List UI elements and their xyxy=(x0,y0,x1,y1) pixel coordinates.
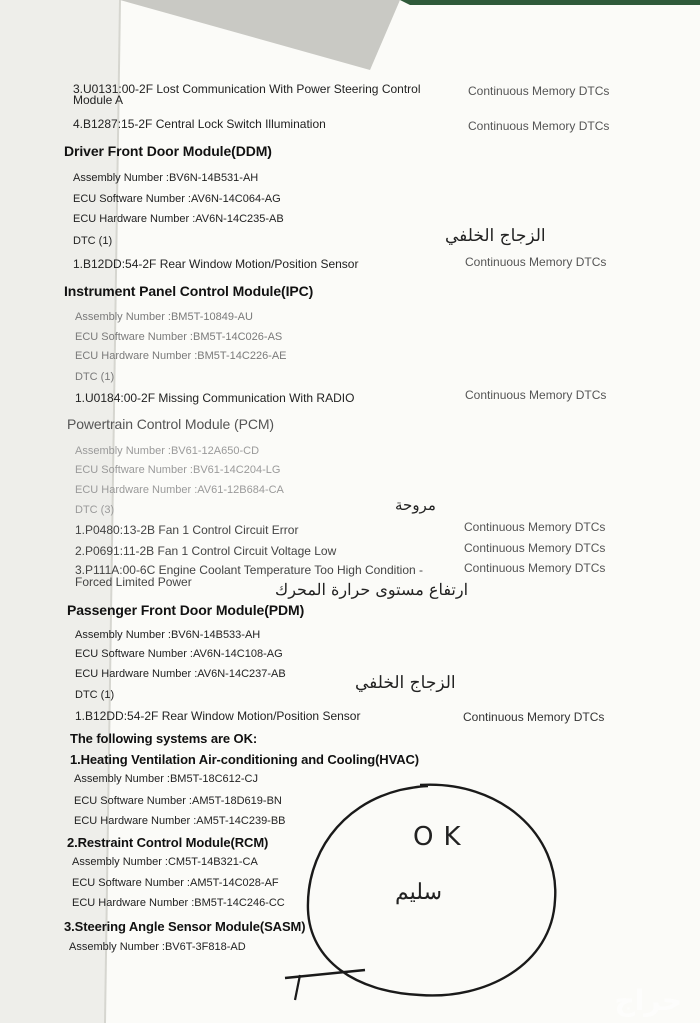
pdm-software: ECU Software Number :AV6N-14C108-AG xyxy=(75,648,283,660)
sasm-assembly: Assembly Number :BV6T-3F818-AD xyxy=(69,941,246,953)
pcm-dtc3-line1: 3.P111A:00-6C Engine Coolant Temperature Too High Condition - xyxy=(75,563,423,577)
pdm-assembly: Assembly Number :BV6N-14B533-AH xyxy=(75,629,261,641)
dtc-top-4-status: Continuous Memory DTCs xyxy=(468,119,610,133)
pcm-title: Powertrain Control Module (PCM) xyxy=(67,416,274,432)
hvac-title: 1.Heating Ventilation Air-conditioning and Cooling(HVAC) xyxy=(70,752,419,767)
pcm-hardware: ECU Hardware Number :AV61-12B684-CA xyxy=(75,484,284,496)
pcm-dtc-count: DTC (3) xyxy=(75,504,115,516)
ipc-dtc1-status: Continuous Memory DTCs xyxy=(465,388,607,402)
pdm-dtc1-status: Continuous Memory DTCs xyxy=(463,710,605,724)
hvac-hardware: ECU Hardware Number :AM5T-14C239-BB xyxy=(74,815,286,827)
dtc-top-3-line1: 3.U0131:00-2F Lost Communication With Power Steering Control xyxy=(73,82,421,96)
ipc-title: Instrument Panel Control Module(IPC) xyxy=(64,283,314,299)
hvac-assembly: Assembly Number :BM5T-18C612-CJ xyxy=(74,773,259,785)
ipc-software: ECU Software Number :BM5T-14C026-AS xyxy=(75,331,283,343)
ok-handwriting: OK xyxy=(413,822,471,852)
pcm-dtc1-status: Continuous Memory DTCs xyxy=(464,520,606,534)
pcm-dtc3-line2: Forced Limited Power xyxy=(75,575,192,589)
pcm-handwriting-temp: ارتفاع مستوى حرارة المحرك xyxy=(275,580,469,599)
pcm-handwriting-fan: مروحة xyxy=(395,496,436,514)
pcm-software: ECU Software Number :BV61-14C204-LG xyxy=(75,464,281,476)
ddm-assembly: Assembly Number :BV6N-14B531-AH xyxy=(73,172,259,184)
dtc-top-4: 4.B1287:15-2F Central Lock Switch Illumination xyxy=(73,117,326,131)
pdm-hardware: ECU Hardware Number :AV6N-14C237-AB xyxy=(75,668,286,680)
ipc-dtc1: 1.U0184:00-2F Missing Communication With RADIO xyxy=(75,391,355,405)
pcm-dtc3-status: Continuous Memory DTCs xyxy=(464,561,606,575)
rcm-title: 2.Restraint Control Module(RCM) xyxy=(67,835,269,850)
ddm-dtc1-status: Continuous Memory DTCs xyxy=(465,255,607,269)
rcm-hardware: ECU Hardware Number :BM5T-14C246-CC xyxy=(72,897,285,909)
sasm-title: 3.Steering Angle Sensor Module(SASM) xyxy=(64,919,306,934)
ddm-dtc-count: DTC (1) xyxy=(73,235,113,247)
ddm-title: Driver Front Door Module(DDM) xyxy=(64,143,272,159)
rcm-software: ECU Software Number :AM5T-14C028-AF xyxy=(72,877,279,889)
ddm-software: ECU Software Number :AV6N-14C064-AG xyxy=(73,193,281,205)
pcm-dtc2: 2.P0691:11-2B Fan 1 Control Circuit Voltage Low xyxy=(75,544,337,558)
pdm-dtc-count: DTC (1) xyxy=(75,689,115,701)
pdm-title: Passenger Front Door Module(PDM) xyxy=(67,602,305,618)
hvac-software: ECU Software Number :AM5T-18D619-BN xyxy=(74,795,282,807)
pdm-dtc1: 1.B12DD:54-2F Rear Window Motion/Position Sensor xyxy=(75,709,361,723)
ipc-dtc-count: DTC (1) xyxy=(75,371,115,383)
pcm-dtc2-status: Continuous Memory DTCs xyxy=(464,541,606,555)
signature-handwriting: سليم xyxy=(395,880,442,905)
ddm-dtc1: 1.B12DD:54-2F Rear Window Motion/Position Sensor xyxy=(73,257,359,271)
pcm-dtc1: 1.P0480:13-2B Fan 1 Control Circuit Error xyxy=(75,523,299,537)
pcm-assembly: Assembly Number :BV61-12A650-CD xyxy=(75,445,260,457)
site-watermark: حراج xyxy=(614,984,682,1017)
dtc-top-3-status: Continuous Memory DTCs xyxy=(468,84,610,98)
ipc-hardware: ECU Hardware Number :BM5T-14C226-AE xyxy=(75,350,287,362)
ddm-hardware: ECU Hardware Number :AV6N-14C235-AB xyxy=(73,213,284,225)
ok-systems-header: The following systems are OK: xyxy=(70,731,258,746)
ddm-handwriting: الزجاج الخلفي xyxy=(445,226,546,246)
pdm-handwriting: الزجاج الخلفي xyxy=(355,673,456,693)
ipc-assembly: Assembly Number :BM5T-10849-AU xyxy=(75,311,253,323)
dtc-top-3-line2: Module A xyxy=(73,93,124,107)
rcm-assembly: Assembly Number :CM5T-14B321-CA xyxy=(72,856,258,868)
